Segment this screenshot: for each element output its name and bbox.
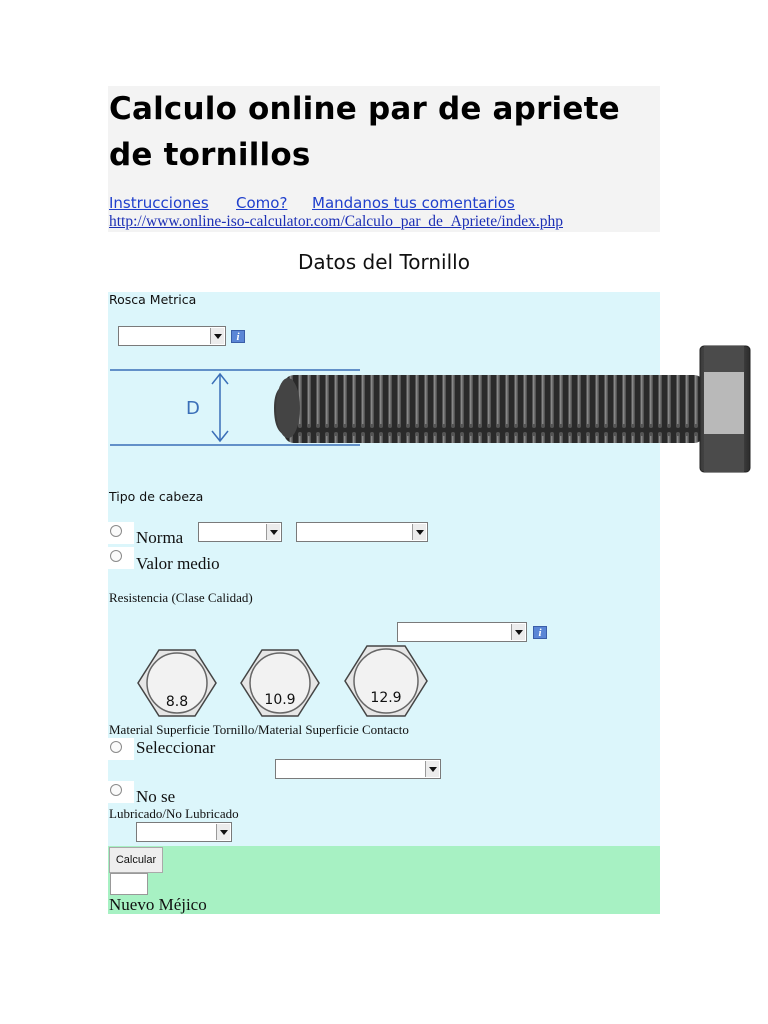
grade-12-9-icon (344, 644, 428, 718)
result-input[interactable] (110, 873, 148, 895)
norma-label: Norma (136, 528, 184, 547)
rosca-select[interactable] (118, 326, 226, 346)
resistencia-select[interactable] (397, 622, 527, 642)
valor-medio-label: Valor medio (136, 554, 220, 573)
page-title: Calculo online par de apriete de tornillos (109, 91, 620, 173)
radio-norma-box[interactable] (108, 522, 134, 544)
norma-select-1[interactable] (198, 522, 282, 542)
no-se-label: No se (136, 787, 176, 806)
radio-no-se[interactable] (110, 784, 122, 796)
grade-8-8-icon (137, 648, 217, 718)
chevron-down-icon (266, 524, 280, 540)
section-title: Datos del Tornillo (298, 250, 470, 274)
resistencia-label: Resistencia (Clase Calidad) (109, 590, 253, 605)
chevron-down-icon (511, 624, 525, 640)
radio-valor-medio-box[interactable] (108, 547, 134, 569)
grade-10-9-label: 10.9 (264, 692, 296, 708)
bolt-illustration (108, 344, 768, 476)
radio-valor-medio[interactable] (110, 550, 122, 562)
chevron-down-icon (216, 824, 230, 840)
calcular-button[interactable]: Calcular (109, 847, 163, 873)
info-icon[interactable]: i (231, 330, 245, 343)
grade-10-9-icon (240, 648, 320, 718)
nav-link-como[interactable]: Como? (236, 194, 288, 212)
radio-no-se-box[interactable] (108, 781, 134, 803)
rosca-label: Rosca Metrica (109, 292, 197, 307)
radio-norma[interactable] (110, 525, 122, 537)
lubricado-select[interactable] (136, 822, 232, 842)
grade-12-9-label: 12.9 (370, 690, 402, 706)
nav-link-instrucciones[interactable]: Instrucciones (109, 194, 209, 212)
chevron-down-icon (425, 761, 439, 777)
material-label: Material Superficie Tornillo/Material Superficie Contacto (109, 722, 409, 737)
seleccionar-label: Seleccionar (136, 738, 216, 757)
result-text: Nuevo Méjico (109, 895, 207, 914)
nav-link-comentarios[interactable]: Mandanos tus comentarios (312, 194, 515, 212)
info-icon[interactable]: i (533, 626, 547, 639)
radio-seleccionar-box[interactable] (108, 738, 134, 760)
chevron-down-icon (210, 328, 224, 344)
chevron-down-icon (412, 524, 426, 540)
diameter-label: D (186, 398, 200, 419)
norma-select-2[interactable] (296, 522, 428, 542)
nav-links (109, 194, 529, 214)
page-url-link[interactable]: http://www.online-iso-calculator.com/Calculo_par_de_Apriete/index.php (109, 213, 563, 230)
lubricado-label: Lubricado/No Lubricado (109, 806, 239, 821)
grade-8-8-label: 8.8 (165, 694, 189, 710)
material-select[interactable] (275, 759, 441, 779)
tipo-cabeza-label: Tipo de cabeza (109, 489, 204, 504)
radio-seleccionar[interactable] (110, 741, 122, 753)
